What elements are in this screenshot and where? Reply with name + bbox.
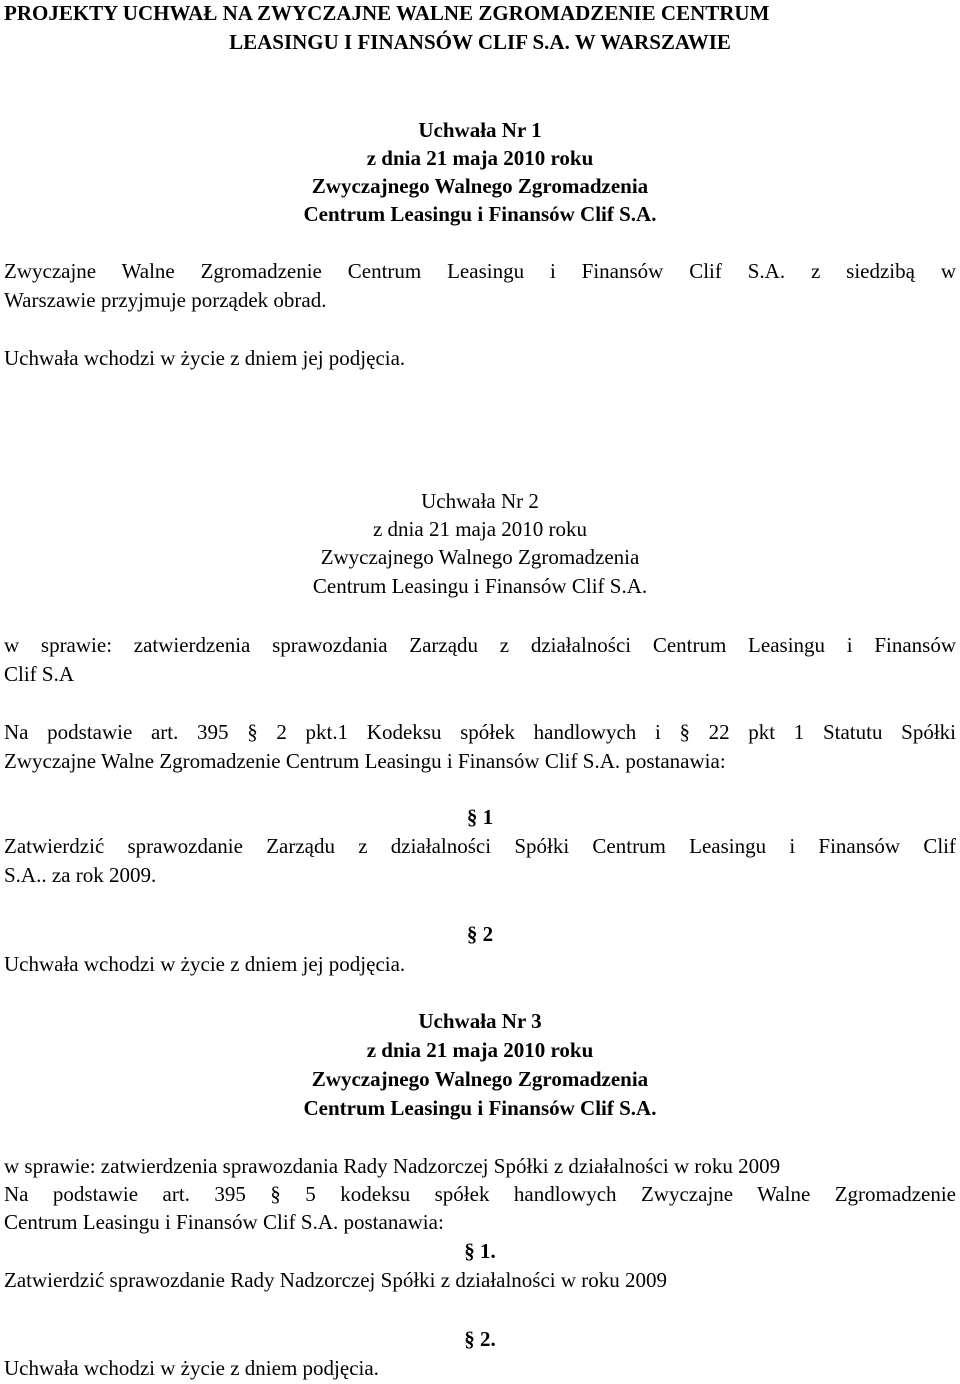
document-title-line-1: PROJEKTY UCHWAŁ NA ZWYCZAJNE WALNE ZGROMADZENIE CENTRUM xyxy=(4,1,770,25)
resolution-3-section-1-text: Zatwierdzić sprawozdanie Rady Nadzorczej Spółki z działalności w roku 2009 xyxy=(4,1268,668,1292)
resolution-2-number: Uchwała Nr 2 xyxy=(421,489,539,513)
resolution-2-subject-line-1: w sprawie: zatwierdzenia sprawozdania Zarządu z działalności Centrum Leasingu i Finansów xyxy=(4,633,956,657)
resolution-3-section-1: § 1. xyxy=(464,1239,496,1263)
resolution-3-subject: w sprawie: zatwierdzenia sprawozdania Rady Nadzorczej Spółki z działalności w roku 2009 xyxy=(4,1154,781,1178)
resolution-3-date: z dnia 21 maja 2010 roku xyxy=(366,1038,594,1062)
resolution-2-section-2: § 2 xyxy=(466,922,494,946)
resolution-1-number: Uchwała Nr 1 xyxy=(418,118,542,142)
resolution-3-basis-line-1: Na podstawie art. 395 § 5 kodeksu spółek handlowych Zwyczajne Walne Zgromadzenie xyxy=(4,1182,956,1206)
resolution-2-basis-line-1: Na podstawie art. 395 § 2 pkt.1 Kodeksu spółek handlowych i § 22 pkt 1 Statutu Spółki xyxy=(4,720,956,744)
resolution-2-company: Centrum Leasingu i Finansów Clif S.A. xyxy=(312,574,648,598)
resolution-2-section-1-text-line-2: S.A.. za rok 2009. xyxy=(4,863,157,887)
resolution-2-subject-line-2: Clif S.A xyxy=(4,662,75,686)
resolution-3-body: Zwyczajnego Walnego Zgromadzenia xyxy=(311,1067,649,1091)
resolution-2-section-2-text: Uchwała wchodzi w życie z dniem jej podjęcia. xyxy=(4,952,406,976)
resolution-2-section-1: § 1 xyxy=(466,805,494,829)
resolution-3-number: Uchwała Nr 3 xyxy=(418,1009,542,1033)
resolution-2-date: z dnia 21 maja 2010 roku xyxy=(372,517,588,541)
resolution-1-body: Zwyczajnego Walnego Zgromadzenia xyxy=(311,174,649,198)
resolution-1-text-line-1: Zwyczajne Walne Zgromadzenie Centrum Leasingu i Finansów Clif S.A. z siedzibą w xyxy=(4,259,956,283)
resolution-3-section-2-text: Uchwała wchodzi w życie z dniem podjęcia. xyxy=(4,1356,379,1380)
resolution-2-body: Zwyczajnego Walnego Zgromadzenia xyxy=(320,545,640,569)
resolution-1-text-line-2: Warszawie przyjmuje porządek obrad. xyxy=(4,288,327,312)
resolution-3-basis-line-2: Centrum Leasingu i Finansów Clif S.A. postanawia: xyxy=(4,1210,444,1234)
resolution-3-section-2: § 2. xyxy=(464,1327,496,1351)
document-title-line-2: LEASINGU I FINANSÓW CLIF S.A. W WARSZAWIE xyxy=(229,30,731,54)
resolution-1-effective: Uchwała wchodzi w życie z dniem jej podjęcia. xyxy=(4,346,406,370)
resolution-2-basis-line-2: Zwyczajne Walne Zgromadzenie Centrum Leasingu i Finansów Clif S.A. postanawia: xyxy=(4,749,726,773)
resolution-2-section-1-text-line-1: Zatwierdzić sprawozdanie Zarządu z działalności Spółki Centrum Leasingu i Finansów Clif xyxy=(4,834,956,858)
resolution-3-company: Centrum Leasingu i Finansów Clif S.A. xyxy=(303,1096,657,1120)
resolution-1-date: z dnia 21 maja 2010 roku xyxy=(366,146,594,170)
resolution-1-company: Centrum Leasingu i Finansów Clif S.A. xyxy=(303,202,657,226)
